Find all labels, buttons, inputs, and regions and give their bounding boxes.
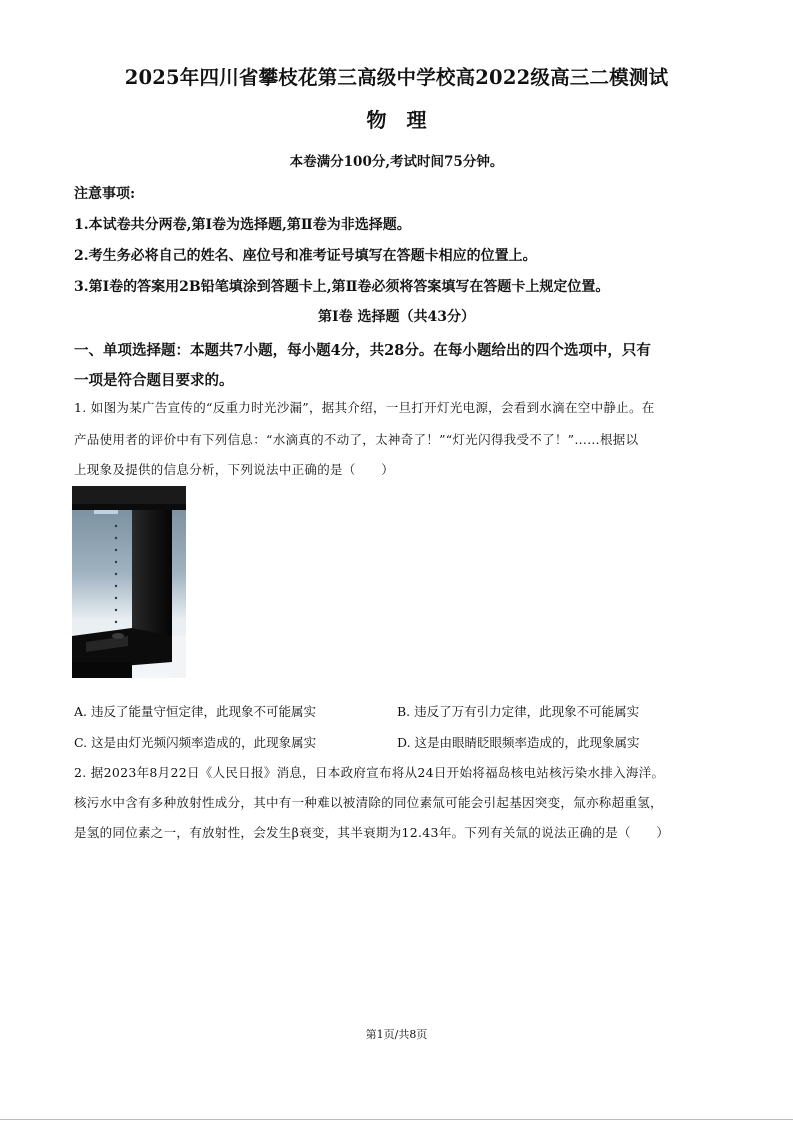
question-2-line-1: 2. 据2023年8月22日《人民日报》消息，日本政府宣布将从24日开始将福岛核电站核污染水排入海洋。 [74,765,665,780]
section-title: 第Ⅰ卷 选择题（共43分） [318,309,475,325]
question-1-line-1: 1. 如图为某广告宣传的“反重力时光沙漏”，据其介绍，一旦打开灯光电源，会看到水滴在空中静止。在 [74,400,655,415]
question-1-line-3: 上现象及提供的信息分析，下列说法中正确的是（ ） [74,462,395,477]
q1-option-d: D. 这是由眼睛眨眼频率造成的，此现象属实 [397,735,640,750]
question-1-line-2: 产品使用者的评价中有下列信息：“水滴真的不动了，太神奇了！”“灯光闪得我受不了！”……根据以 [74,432,639,447]
exam-title: 2025年四川省攀枝花第三高级中学校高2022级高三二模测试 [124,66,669,89]
notice-heading: 注意事项: [74,186,136,202]
q1-option-b: B. 违反了万有引力定律，此现象不可能属实 [397,704,640,719]
antigravity-hourglass-image [72,486,186,678]
page-footer: 第1页/共8页 [365,1028,428,1041]
exam-meta: 本卷满分100分,考试时间75分钟。 [289,154,504,170]
notice-item-1: 1.本试卷共分两卷,第Ⅰ卷为选择题,第Ⅱ卷为非选择题。 [74,217,411,233]
question-2-line-2: 核污水中含有多种放射性成分，其中有一种难以被清除的同位素氚可能会引起基因突变，氚亦称超重氢， [74,795,663,810]
subject-char-2: 理 [406,108,427,132]
part-instruction-line-1: 一、单项选择题：本题共7小题，每小题4分，共28分。在每小题给出的四个选项中，只有 [74,342,651,359]
part-instruction-line-2: 一项是符合题目要求的。 [74,372,234,389]
q1-option-c: C. 这是由灯光频闪频率造成的，此现象属实 [74,735,317,750]
subject-title [0,104,793,133]
question-2-line-3: 是氢的同位素之一，有放射性，会发生β衰变，其半衰期为12.43年。下列有关氚的说法正确的是（ ） [74,825,670,840]
q1-option-a: A. 违反了能量守恒定律，此现象不可能属实 [74,704,316,719]
notice-item-2: 2.考生务必将自己的姓名、座位号和准考证号填写在答题卡相应的位置上。 [74,248,537,264]
bottom-divider [0,1119,793,1120]
notice-item-3: 3.第Ⅰ卷的答案用2B铅笔填涂到答题卡上,第Ⅱ卷必须将答案填写在答题卡上规定位置。 [74,279,610,295]
subject-char-1: 物 [366,108,387,132]
